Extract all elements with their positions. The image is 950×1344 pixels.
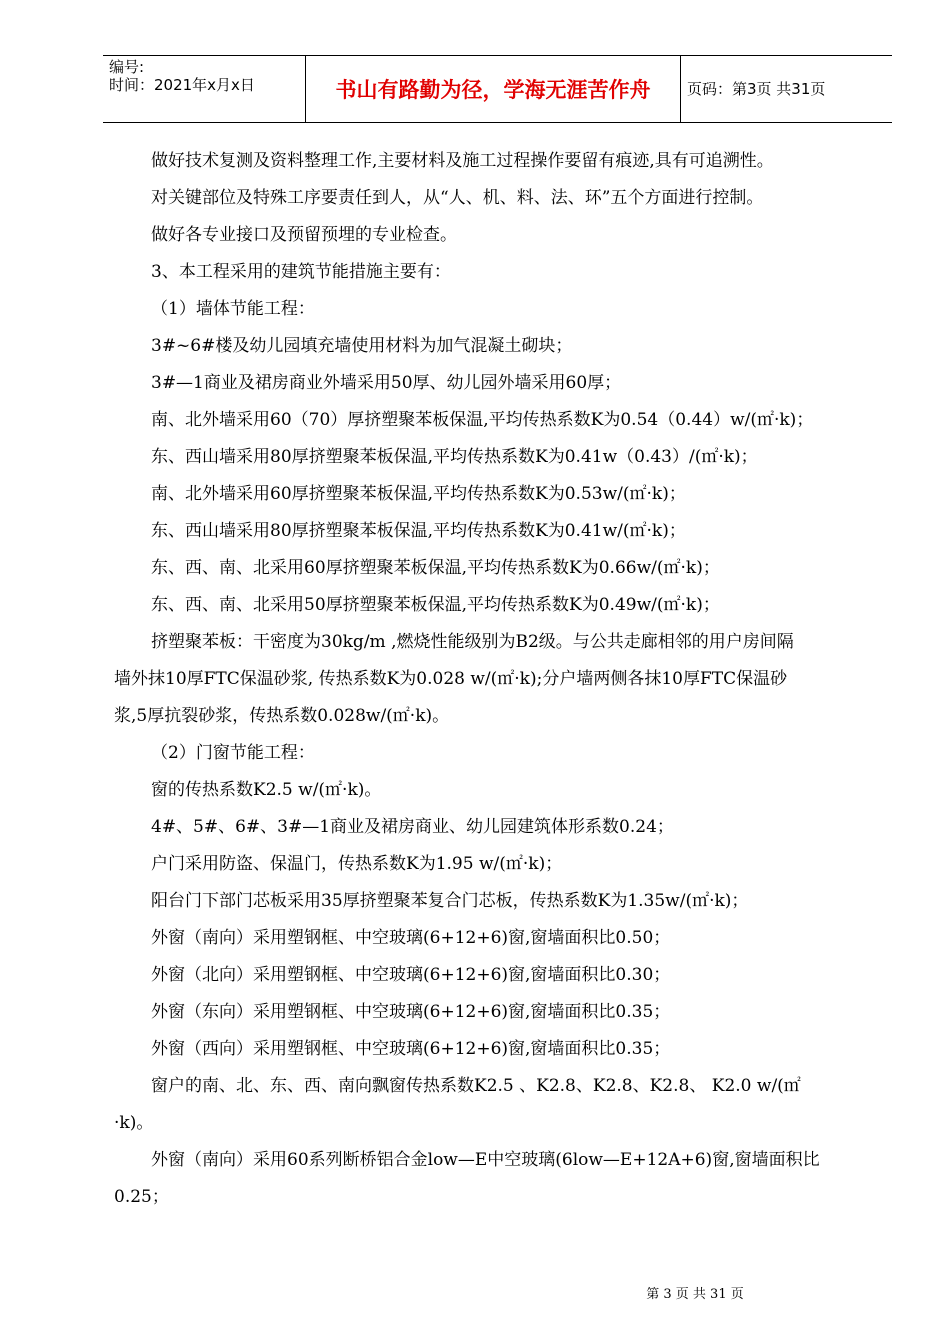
doc-time-label: 时间：2021年x月x日 xyxy=(109,76,255,94)
paragraph-line: 外窗（南向）采用60系列断桥铝合金low—E中空玻璃(6low—E+12A+6)窗,窗墙面积比 xyxy=(151,1150,820,1170)
xps-paragraph xyxy=(114,631,886,727)
header-page-info: 页码：第3页 共31页 xyxy=(687,80,826,98)
body-line: 外窗（南向）采用塑钢框、中空玻璃(6+12+6)窗,窗墙面积比0.50； xyxy=(151,928,671,948)
body-line: 户门采用防盗、保温门，传热系数K为1.95 w/(㎡·k)； xyxy=(151,854,563,874)
paragraph-line: 窗户的南、北、东、西、南向飘窗传热系数K2.5 、K2.8、K2.8、K2.8、 K2.0 w/(㎡ xyxy=(151,1076,801,1096)
header-meta xyxy=(109,58,305,94)
section-heading: 3、本工程采用的建筑节能措施主要有： xyxy=(151,262,451,282)
paragraph-line: ·k)。 xyxy=(114,1113,154,1133)
body-line: 东、西山墙采用80厚挤塑聚苯板保温,平均传热系数K为0.41w（0.43）/(㎡·k)； xyxy=(151,447,758,467)
body-line: 南、北外墙采用60（70）厚挤塑聚苯板保温,平均传热系数K为0.54（0.44）w/(㎡·k)； xyxy=(151,410,814,430)
body-line: 东、西、南、北采用60厚挤塑聚苯板保温,平均传热系数K为0.66w/(㎡·k)； xyxy=(151,558,720,578)
body-line: 做好各专业接口及预留预埋的专业检查。 xyxy=(151,225,457,245)
body-line: 窗的传热系数K2.5 w/(㎡·k)。 xyxy=(151,780,382,800)
subsection-heading: （1）墙体节能工程： xyxy=(151,299,315,319)
paragraph-line: 挤塑聚苯板：干密度为30kg/m ,燃烧性能级别为B2级。与公共走廊相邻的用户房间隔 xyxy=(151,632,794,652)
window-k-paragraph xyxy=(114,1075,886,1134)
body-line: 东、西山墙采用80厚挤塑聚苯板保温,平均传热系数K为0.41w/(㎡·k)； xyxy=(151,521,686,541)
body-line: 南、北外墙采用60厚挤塑聚苯板保温,平均传热系数K为0.53w/(㎡·k)； xyxy=(151,484,686,504)
body-line: 东、西、南、北采用50厚挤塑聚苯板保温,平均传热系数K为0.49w/(㎡·k)； xyxy=(151,595,720,615)
body-line: 3#~6#楼及幼儿园填充墙使用材料为加气混凝土砌块； xyxy=(151,336,573,356)
body-line: 外窗（北向）采用塑钢框、中空玻璃(6+12+6)窗,窗墙面积比0.30； xyxy=(151,965,671,985)
body-line: 外窗（西向）采用塑钢框、中空玻璃(6+12+6)窗,窗墙面积比0.35； xyxy=(151,1039,671,1059)
paragraph-line: 墙外抹10厚FTC保温砂浆, 传热系数K为0.028 w/(㎡·k);分户墙两侧各抹10厚FTC保温砂 xyxy=(114,669,788,689)
page-footer: 第 3 页 共 31 页 xyxy=(646,1287,744,1302)
paragraph-line: 浆,5厚抗裂砂浆，传热系数0.028w/(㎡·k)。 xyxy=(114,706,450,726)
subsection-heading: （2）门窗节能工程： xyxy=(151,743,315,763)
body-line: 阳台门下部门芯板采用35厚挤塑聚苯复合门芯板，传热系数K为1.35w/(㎡·k)； xyxy=(151,891,749,911)
south-window-paragraph xyxy=(114,1149,886,1208)
body-line: 3#—1商业及裙房商业外墙采用50厚、幼儿园外墙采用60厚； xyxy=(151,373,622,393)
body-line: 对关键部位及特殊工序要责任到人，从“人、机、料、法、环”五个方面进行控制。 xyxy=(151,188,764,208)
body-line: 4#、5#、6#、3#—1商业及裙房商业、幼儿园建筑体形系数0.24； xyxy=(151,817,674,837)
doc-number-label: 编号: xyxy=(109,58,145,76)
header-motto: 书山有路勤为径，学海无涯苦作舟 xyxy=(305,56,681,122)
body-line: 做好技术复测及资料整理工作,主要材料及施工过程操作要留有痕迹,具有可追溯性。 xyxy=(151,151,774,171)
document-body xyxy=(114,150,886,1223)
paragraph-line: 0.25； xyxy=(114,1187,169,1207)
body-line: 外窗（东向）采用塑钢框、中空玻璃(6+12+6)窗,窗墙面积比0.35； xyxy=(151,1002,671,1022)
page-header xyxy=(103,55,892,123)
